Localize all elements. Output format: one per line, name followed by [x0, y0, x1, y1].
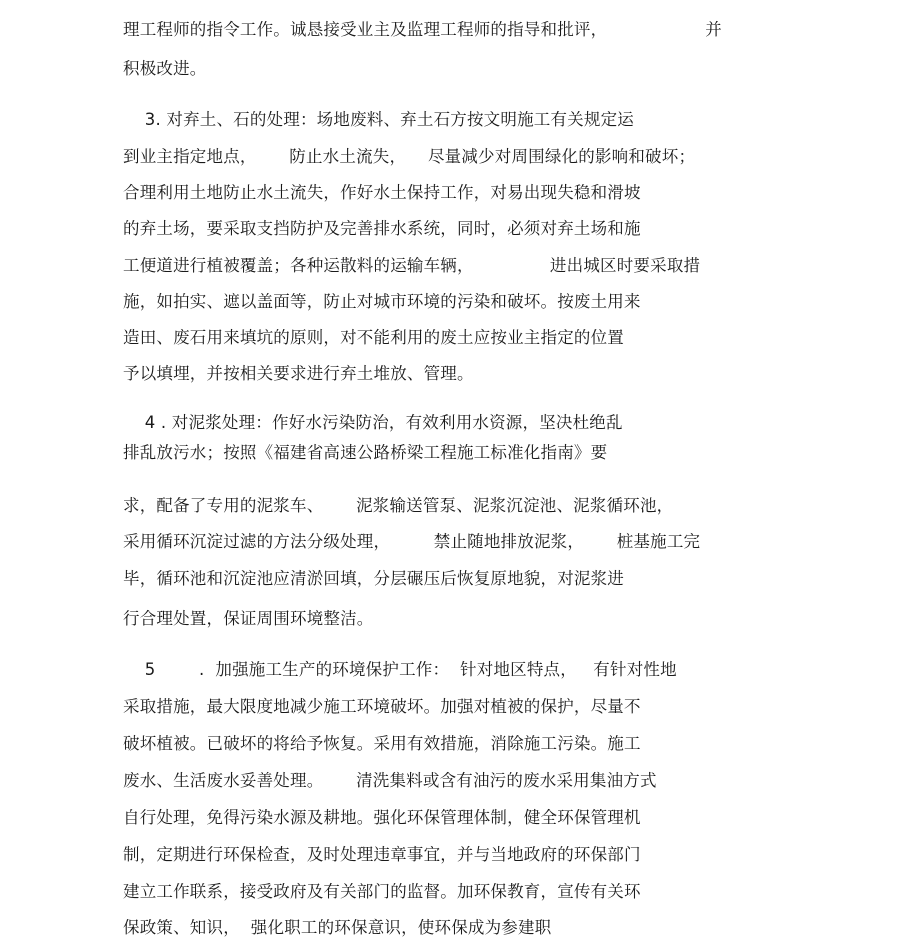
section-3-heading-line: 3. 对弃土、石的处理：场地废料、弃土石方按文明施工有关规定运 — [123, 110, 634, 129]
text-line: 造田、废石用来填坑的原则，对不能利用的废土应按业主指定的位置 — [123, 328, 624, 347]
text-line: 破坏植被。已破坏的将给予恢复。采用有效措施，消除施工污染。施工 — [123, 734, 641, 753]
text-line: 排乱放污水；按照《福建省高速公路桥梁工程施工标准化指南》要 — [123, 443, 608, 462]
text-line: 废水、生活废水妥善处理。 清洗集料或含有油污的废水采用集油方式 — [123, 771, 657, 790]
text-line: 毕，循环池和沉淀池应清淤回填，分层碾压后恢复原地貌，对泥浆进 — [123, 569, 624, 588]
text-line: 的弃土场，要采取支挡防护及完善排水系统，同时，必须对弃土场和施 — [123, 219, 641, 238]
text-line: 保政策、知识， 强化职工的环保意识，使环保成为参建职 — [123, 918, 552, 937]
section-4-heading-line: 4 . 对泥浆处理：作好水污染防治，有效利用水资源，坚决杜绝乱 — [123, 413, 623, 432]
text-line: 到业主指定地点， 防止水土流失， 尽量减少对周围绿化的影响和破坏； — [123, 147, 696, 166]
text-line: 合理利用土地防止水土流失，作好水土保持工作，对易出现失稳和滑坡 — [123, 183, 641, 202]
section-5-heading-line: 5 . 加强施工生产的环境保护工作： 针对地区特点， 有针对性地 — [123, 660, 677, 679]
text-line: 行合理处置，保证周围环境整洁。 — [123, 609, 374, 628]
text-line: 积极改进。 — [123, 59, 207, 78]
text-line: 采用循环沉淀过滤的方法分级处理， 禁止随地排放泥浆， 桩基施工完 — [123, 532, 701, 551]
text-line: 自行处理，免得污染水源及耕地。强化环保管理体制，健全环保管理机 — [123, 808, 641, 827]
text-line: 施，如拍实、遮以盖面等，防止对城市环境的污染和破坏。按废土用来 — [123, 292, 641, 311]
text-line: 理工程师的指令工作。诚恳接受业主及监理工程师的指导和批评， 并 — [123, 20, 723, 39]
text-line: 采取措施，最大限度地减少施工环境破坏。加强对植被的保护，尽量不 — [123, 697, 641, 716]
text-line: 予以填埋，并按相关要求进行弃土堆放、管理。 — [123, 364, 474, 383]
text-line: 制，定期进行环保检查，及时处理违章事宜，并与当地政府的环保部门 — [123, 845, 641, 864]
text-line: 建立工作联系，接受政府及有关部门的监督。加环保教育，宣传有关环 — [123, 882, 641, 901]
text-line: 工便道进行植被覆盖；各种运散料的运输车辆， 进出城区时要采取措 — [123, 256, 701, 275]
text-line: 求，配备了专用的泥浆车、 泥浆输送管泵、泥浆沉淀池、泥浆循环池， — [123, 496, 674, 515]
